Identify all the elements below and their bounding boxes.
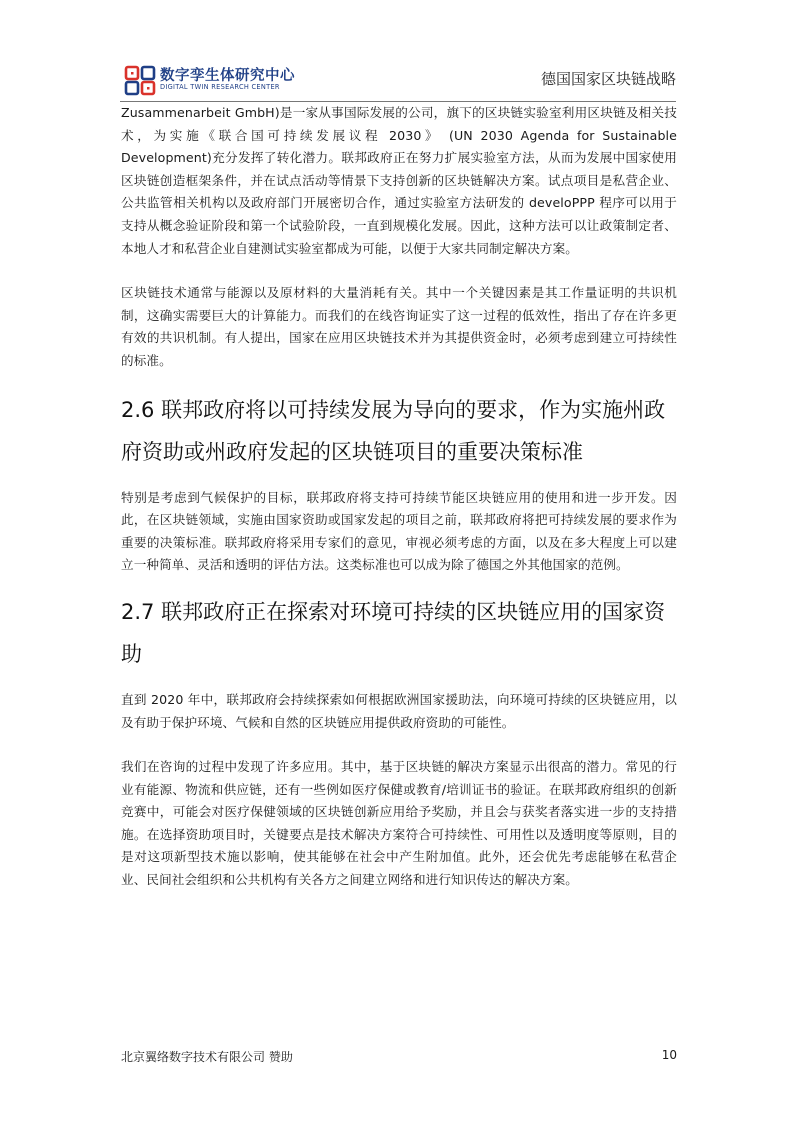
logo-mark-icon [124, 64, 156, 96]
page-body [121, 102, 677, 892]
paragraph: 我们在咨询的过程中发现了许多应用。其中，基于区块链的解决方案显示出很高的潜力。常见的行业有能源、物流和供应链，还有一些例如医疗保健或教育/培训证书的验证。在联邦政府组织的创新竞赛中，可能会对医疗保健领域的区块链创新应用给予奖励，并且会与获奖者落实进一步的支持措施。在选择资助项目时，关键要点是技术解决方案符合可持续性、可用性以及透明度等原则，目的是对这项新型技术施以影响，使其能够在社会中产生附加值。此外，还会优先考虑能够在私营企业、民间社会组织和公共机构有关各方之间建立网络和进行知识传达的解决方案。 [121, 759, 677, 888]
footer-sponsor: 北京翼络数字技术有限公司 赞助 [121, 1050, 293, 1064]
page-header [120, 62, 676, 102]
logo-text-cn: 数字孪生体研究中心 [160, 68, 295, 84]
logo [124, 62, 295, 98]
paragraph: 特别是考虑到气候保护的目标，联邦政府将支持可持续节能区块链应用的使用和进一步开发。因此，在区块链领域，实施由国家资助或国家发起的项目之前，联邦政府将把可持续发展的要求作为重要的决策标准。联邦政府将采用专家们的意见，审视必须考虑的方面，以及在多大程度上可以建立一种简单、灵活和透明的评估方法。这类标准也可以成为除了德国之外其他国家的范例。 [121, 489, 677, 573]
page-number: 10 [661, 1048, 677, 1062]
paragraph: 直到 2020 年中，联邦政府会持续探索如何根据欧洲国家援助法，向环境可持续的区块链应用，以及有助于保护环境、气候和自然的区块链应用提供政府资助的可能性。 [121, 691, 677, 730]
paragraph: 区块链技术通常与能源以及原材料的大量消耗有关。其中一个关键因素是其工作量证明的共识机制，这确实需要巨大的计算能力。而我们的在线咨询证实了这一过程的低效性，指出了存在许多更有效的共识机制。有人提出，国家在应用区块链技术并为其提供资金时，必须考虑到建立可持续性的标准。 [121, 285, 677, 368]
section-heading-2-6: 2.6 联邦政府将以可持续发展为导向的要求，作为实施州政府资助或州政府发起的区块链项目的重要决策标准 [121, 397, 666, 464]
page-footer [121, 1048, 677, 1068]
paragraph: Zusammenarbeit GmbH)是一家从事国际发展的公司，旗下的区块链实验室利用区块链及相关技术，为实施《联合国可持续发展议程 2030》 (UN 2030 Agenda for Sustainable Development)充分发挥了转化潜力。联邦政府正在努力扩展实验室方法，从而为发展中国家使用区块链创造框架条件，并在试点活动等情景下支持创新的区块链解决方案。试点项目是私营企业、公共监管相关机构以及政府部门开展密切合作，通过实验室方法研发的 develoPPP 程序可以用于支持从概念验证阶段和第一个试验阶段，一直到规模化发展。因此，这种方法可以让政策制定者、本地人才和私营企业自建测试实验室都成为可能，以便于大家共同制定解决方案。 [121, 105, 677, 256]
logo-text-en: DIGITAL TWIN RESEARCH CENTER [160, 83, 280, 91]
document-title: 德国国家区块链战略 [540, 70, 676, 88]
section-heading-2-7: 2.7 联邦政府正在探索对环境可持续的区块链应用的国家资助 [121, 599, 666, 666]
